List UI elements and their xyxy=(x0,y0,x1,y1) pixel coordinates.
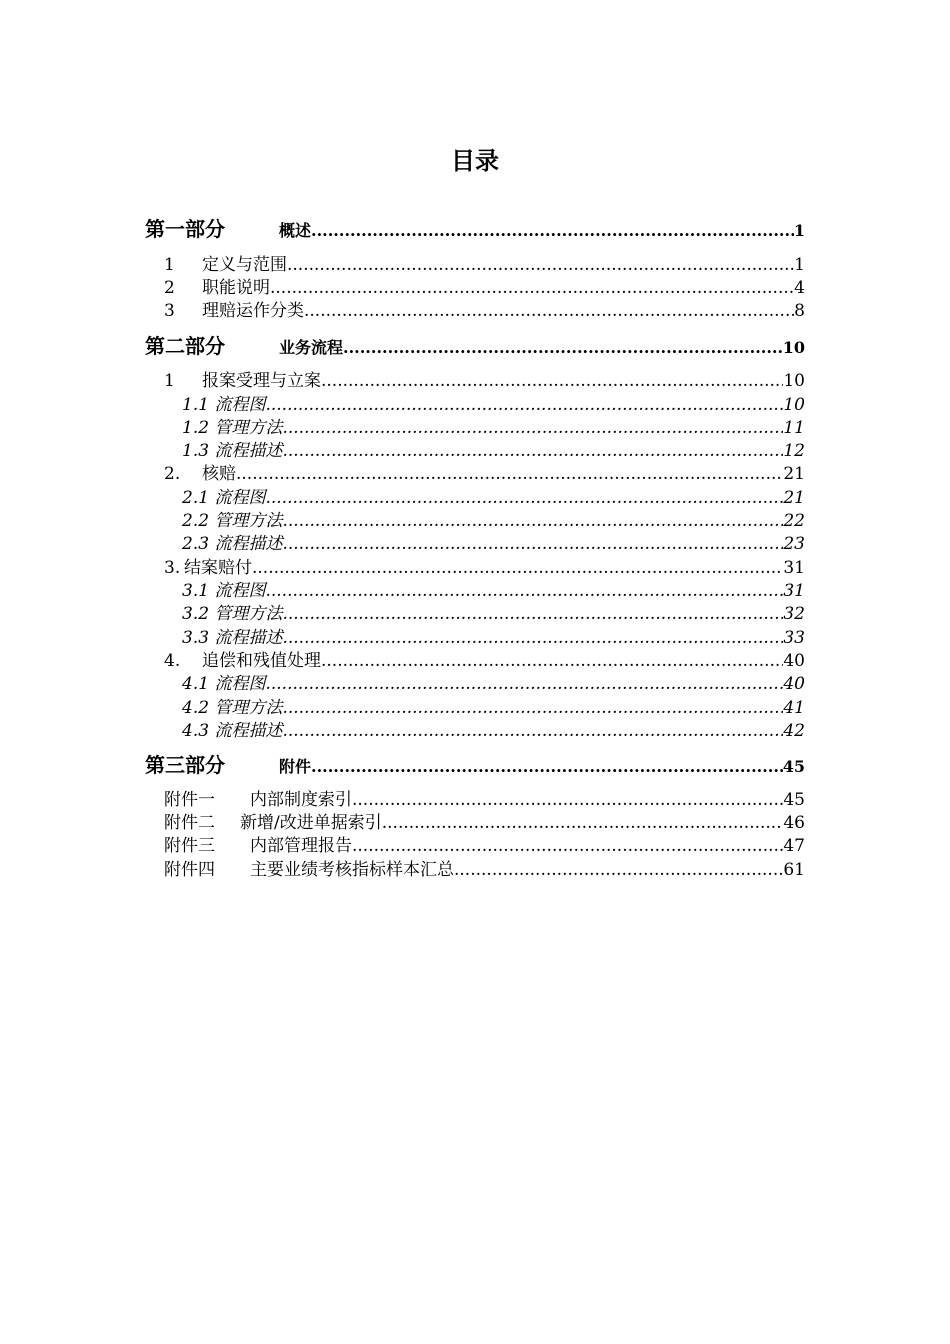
leader-dots xyxy=(265,674,783,694)
toc-subentry[interactable] xyxy=(182,483,805,507)
toc-entry[interactable] xyxy=(164,250,805,274)
page-number: 31 xyxy=(783,581,805,601)
entry-title: 内部管理报告 xyxy=(250,836,352,856)
leader-dots xyxy=(282,604,783,624)
toc-entry[interactable] xyxy=(164,366,805,390)
leader-dots xyxy=(265,488,783,508)
entry-number: 附件二 xyxy=(164,813,215,833)
leader-dots xyxy=(287,255,794,275)
entry-title: 定义与范围 xyxy=(202,255,287,275)
toc-entry[interactable] xyxy=(164,553,805,577)
leader-dots xyxy=(382,813,784,833)
page-number: 1 xyxy=(793,221,805,240)
page-number: 10 xyxy=(783,395,805,415)
page-number: 1 xyxy=(794,255,805,275)
entry-number: 2. xyxy=(164,464,181,484)
toc-subentry[interactable] xyxy=(182,506,805,530)
toc-subentry[interactable] xyxy=(182,669,805,693)
page-number: 41 xyxy=(783,698,805,718)
page-number: 33 xyxy=(783,628,805,648)
toc-entry[interactable] xyxy=(164,296,805,320)
entry-title: 2.1 流程图 xyxy=(182,488,266,508)
leader-dots xyxy=(304,301,794,321)
toc-subentry[interactable] xyxy=(182,390,805,414)
toc-subentry[interactable] xyxy=(182,693,805,717)
entry-number: 附件三 xyxy=(164,836,215,856)
entry-title: 4.2 管理方法 xyxy=(182,698,283,718)
toc-appendix-entry[interactable] xyxy=(164,808,805,832)
toc-part-2[interactable] xyxy=(145,330,805,360)
entry-title: 2.3 流程描述 xyxy=(182,534,283,554)
entry-title: 职能说明 xyxy=(202,278,270,298)
leader-dots xyxy=(282,628,783,648)
leader-dots xyxy=(343,338,783,357)
entry-title: 内部制度索引 xyxy=(250,790,352,810)
leader-dots xyxy=(236,464,783,484)
page-number: 32 xyxy=(783,604,805,624)
toc-subentry[interactable] xyxy=(182,529,805,553)
toc-title: 目录 xyxy=(451,147,499,175)
toc-subentry[interactable] xyxy=(182,623,805,647)
entry-number: 1 xyxy=(164,255,175,275)
page-number: 40 xyxy=(783,674,805,694)
entry-number: 1 xyxy=(164,371,175,391)
page-number: 31 xyxy=(783,558,805,578)
page-number: 12 xyxy=(783,441,805,461)
entry-title: 新增/改进单据索引 xyxy=(240,813,382,833)
leader-dots xyxy=(311,757,783,776)
page-number: 40 xyxy=(783,651,805,671)
entry-title: 报案受理与立案 xyxy=(202,371,321,391)
toc-entry[interactable] xyxy=(164,273,805,297)
leader-dots xyxy=(282,511,783,531)
entry-number: 附件四 xyxy=(164,860,215,880)
toc-part-3[interactable] xyxy=(145,749,805,779)
toc-subentry[interactable] xyxy=(182,436,805,460)
page-number: 4 xyxy=(794,278,805,298)
part-label: 第一部分 xyxy=(145,217,225,241)
leader-dots xyxy=(282,721,783,741)
entry-title: 主要业绩考核指标样本汇总 xyxy=(250,860,454,880)
leader-dots xyxy=(265,395,783,415)
page-number: 10 xyxy=(782,338,805,357)
entry-number: 附件一 xyxy=(164,790,215,810)
leader-dots xyxy=(311,221,794,240)
leader-dots xyxy=(252,558,783,578)
page-number: 21 xyxy=(783,464,805,484)
toc-entry[interactable] xyxy=(164,459,805,483)
page-number: 61 xyxy=(783,860,805,880)
entry-title: 3.1 流程图 xyxy=(182,581,266,601)
toc-appendix-entry[interactable] xyxy=(164,785,805,809)
entry-title: 4.1 流程图 xyxy=(182,674,266,694)
leader-dots xyxy=(265,581,783,601)
part-label: 第三部分 xyxy=(145,753,225,777)
entry-title: 1.2 管理方法 xyxy=(182,418,283,438)
leader-dots xyxy=(454,860,783,880)
entry-number: 3. xyxy=(164,558,181,578)
part-title: 业务流程 xyxy=(279,338,344,357)
entry-title: 3.3 流程描述 xyxy=(182,628,283,648)
toc-subentry[interactable] xyxy=(182,413,805,437)
toc-part-1[interactable] xyxy=(145,213,805,243)
entry-title: 理赔运作分类 xyxy=(202,301,304,321)
leader-dots xyxy=(282,534,783,554)
toc-subentry[interactable] xyxy=(182,599,805,623)
page-number: 47 xyxy=(783,836,805,856)
entry-title: 3.2 管理方法 xyxy=(182,604,283,624)
page-number: 45 xyxy=(783,790,805,810)
entry-title: 2.2 管理方法 xyxy=(182,511,283,531)
entry-number: 3 xyxy=(164,301,175,321)
part-label: 第二部分 xyxy=(145,334,225,358)
page-number: 46 xyxy=(783,813,805,833)
entry-title: 1.1 流程图 xyxy=(182,395,266,415)
leader-dots xyxy=(282,698,783,718)
leader-dots xyxy=(282,441,783,461)
part-title: 附件 xyxy=(279,757,312,776)
toc-appendix-entry[interactable] xyxy=(164,855,805,879)
entry-title: 追偿和残值处理 xyxy=(202,651,321,671)
leader-dots xyxy=(352,790,783,810)
page-number: 10 xyxy=(783,371,805,391)
leader-dots xyxy=(321,371,783,391)
toc-subentry[interactable] xyxy=(182,576,805,600)
leader-dots xyxy=(352,836,783,856)
page-number: 8 xyxy=(794,301,805,321)
entry-number: 4. xyxy=(164,651,181,671)
toc-subentry[interactable] xyxy=(182,716,805,740)
toc-appendix-entry[interactable] xyxy=(164,831,805,855)
page-number: 42 xyxy=(783,721,805,741)
page-number: 23 xyxy=(783,534,805,554)
entry-number: 2 xyxy=(164,278,175,298)
leader-dots xyxy=(270,278,794,298)
entry-title: 结案赔付 xyxy=(184,558,252,578)
leader-dots xyxy=(282,418,783,438)
page-number: 22 xyxy=(783,511,805,531)
toc-entry[interactable] xyxy=(164,646,805,670)
part-title: 概述 xyxy=(279,221,312,240)
entry-title: 1.3 流程描述 xyxy=(182,441,283,461)
page-number: 21 xyxy=(783,488,805,508)
entry-title: 4.3 流程描述 xyxy=(182,721,283,741)
page-number: 11 xyxy=(783,418,805,438)
leader-dots xyxy=(321,651,783,671)
entry-title: 核赔 xyxy=(202,464,236,484)
page-number: 45 xyxy=(782,757,805,776)
